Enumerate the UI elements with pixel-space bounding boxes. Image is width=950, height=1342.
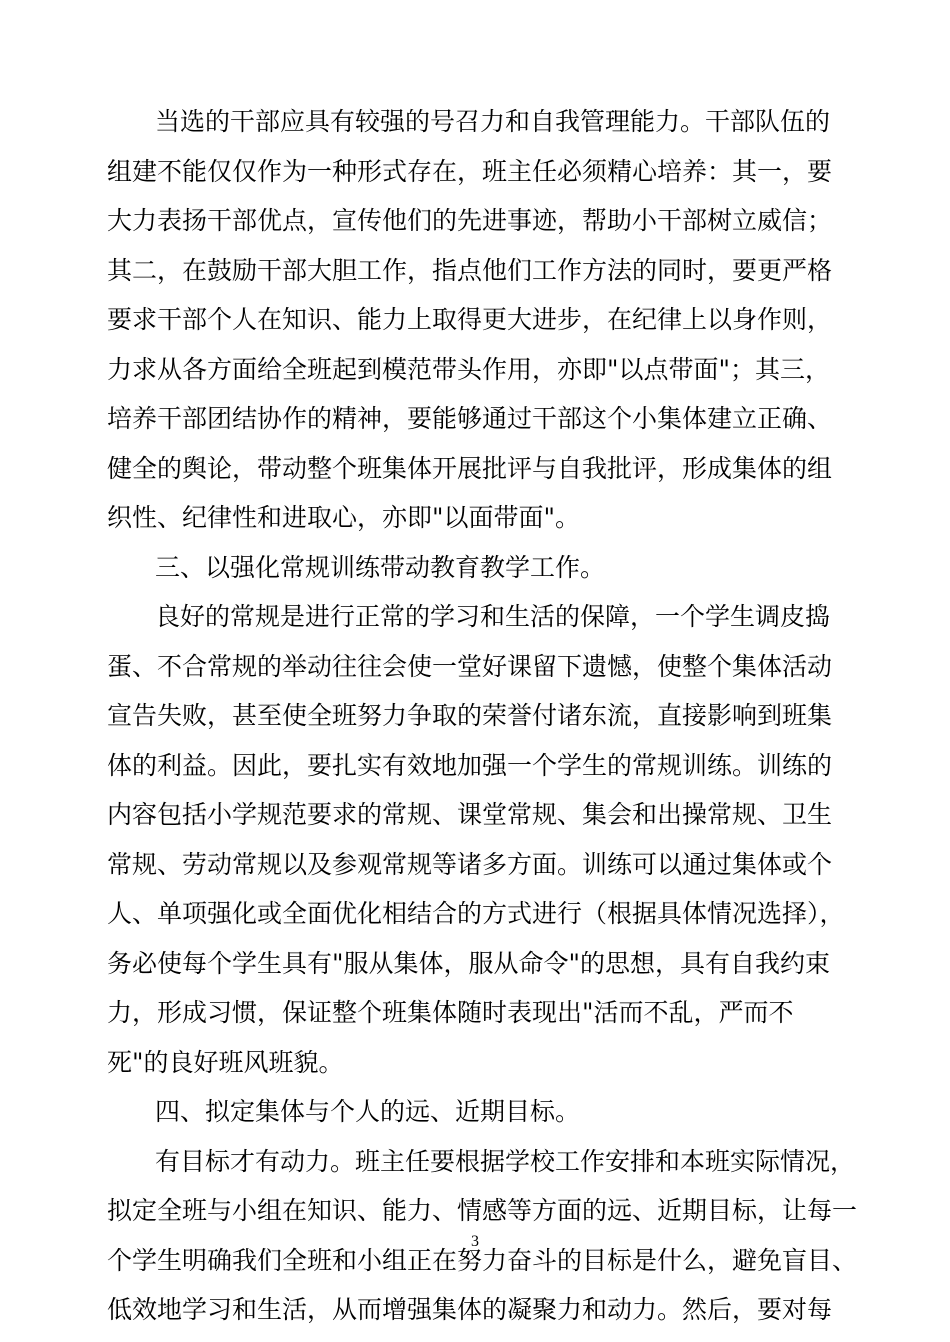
section-heading: 三、以强化常规训练带动教育教学工作。 <box>155 552 606 582</box>
text-line: 死"的良好班风班貌。 <box>107 1047 344 1077</box>
text-line: 拟定全班与小组在知识、能力、情感等方面的远、近期目标，让每一 <box>107 1196 858 1225</box>
text-line: 有目标才有动力。班主任要根据学校工作安排和本班实际情况， <box>155 1146 856 1176</box>
text-line: 人、单项强化或全面优化相结合的方式进行（根据具体情况选择）， <box>107 899 845 928</box>
text-line: 其二，在鼓励干部大胆工作，指点他们工作方法的同时，要更严格 <box>107 255 833 285</box>
text-line: 培养干部团结协作的精神，要能够通过干部这个小集体建立正确、 <box>107 404 833 433</box>
text-line: 常规、劳动常规以及参观常规等诸多方面。训练可以通过集体或个 <box>107 849 833 879</box>
text-line: 织性、纪律性和进取心，亦即"以面带面"。 <box>107 503 580 532</box>
text-line: 力，形成习惯，保证整个班集体随时表现出"活而不乱，严而不 <box>107 998 794 1027</box>
page-number: 3 <box>471 1233 479 1250</box>
text-line: 蛋、不合常规的举动往往会使一堂好课留下遗憾，使整个集体活动 <box>107 651 833 681</box>
text-line: 务必使每个学生具有"服从集体，服从命令"的思想，具有自我约束 <box>107 948 831 978</box>
text-line: 宣告失败，甚至使全班努力争取的荣誉付诸东流，直接影响到班集 <box>107 701 833 730</box>
text-line: 良好的常规是进行正常的学习和生活的保障，一个学生调皮捣 <box>155 602 831 631</box>
text-line: 当选的干部应具有较强的号召力和自我管理能力。干部队伍的 <box>155 107 831 136</box>
text-line: 健全的舆论，带动整个班集体开展批评与自我批评，形成集体的组 <box>107 453 833 483</box>
section-heading: 四、拟定集体与个人的远、近期目标。 <box>155 1097 581 1126</box>
text-line: 大力表扬干部优点，宣传他们的先进事迹，帮助小干部树立威信； <box>107 206 833 235</box>
text-line: 内容包括小学规范要求的常规、课堂常规、集会和出操常规、卫生 <box>107 800 833 829</box>
text-line: 个学生明确我们全班和小组正在努力奋斗的目标是什么，避免盲目、 <box>107 1245 858 1275</box>
text-line: 组建不能仅仅作为一种形式存在，班主任必须精心培养：其一，要 <box>107 156 833 186</box>
text-line: 力求从各方面给全班起到模范带头作用，亦即"以点带面"；其三， <box>107 354 831 384</box>
text-line: 体的利益。因此，要扎实有效地加强一个学生的常规训练。训练的 <box>107 750 833 780</box>
document-body <box>107 97 858 1335</box>
text-line: 要求干部个人在知识、能力上取得更大进步，在纪律上以身作则， <box>107 305 833 334</box>
text-line: 低效地学习和生活，从而增强集体的凝聚力和动力。然后，要对每 <box>107 1295 833 1324</box>
